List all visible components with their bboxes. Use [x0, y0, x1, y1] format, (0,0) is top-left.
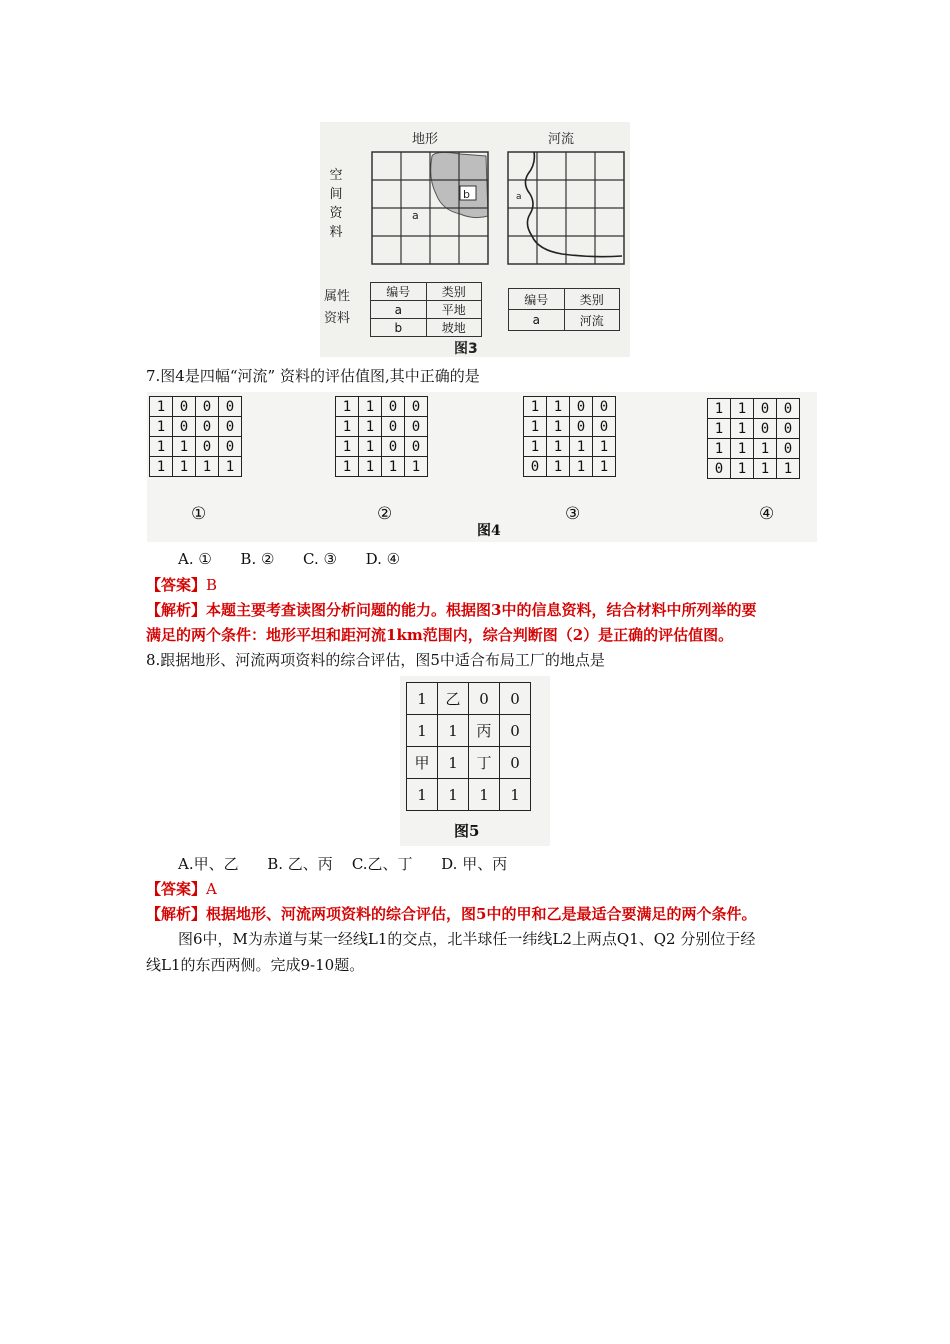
cell: 0	[708, 459, 731, 479]
cell: 0	[570, 397, 593, 417]
cell: 1	[150, 437, 173, 457]
analysis-text: 根据地形、河流两项资料的综合评估，图5中的甲和乙是最适合要满足的两个条件。	[206, 905, 757, 923]
answer-value: B	[206, 576, 218, 594]
matrix-2	[335, 396, 428, 477]
cell: b	[371, 319, 427, 337]
river-line	[525, 152, 622, 257]
river-a-label: a	[516, 192, 522, 202]
cell: 0	[382, 397, 405, 417]
cell: 1	[777, 459, 800, 479]
cell: 1	[593, 437, 616, 457]
cell: 坡地	[426, 319, 482, 337]
matrix-3-label: ③	[565, 504, 581, 524]
matrix-5	[406, 682, 531, 811]
cell: 1	[196, 457, 219, 477]
cell: 0	[524, 457, 547, 477]
cell: 0	[173, 397, 196, 417]
spatial-label-char: 资	[329, 206, 343, 221]
cell: 1	[407, 683, 438, 715]
cell: 1	[731, 439, 754, 459]
spatial-data-label	[328, 166, 344, 242]
cell: 0	[500, 747, 531, 779]
terrain-grid	[370, 150, 492, 268]
cell: 乙	[438, 683, 469, 715]
cell: 0	[469, 683, 500, 715]
cell: 0	[777, 439, 800, 459]
cell: 1	[469, 779, 500, 811]
cell: 1	[150, 417, 173, 437]
cell: 甲	[407, 747, 438, 779]
question-7-answer	[146, 574, 217, 596]
cell: 1	[524, 417, 547, 437]
cell: 1	[150, 457, 173, 477]
terrain-attr-table	[370, 282, 482, 337]
cell: 0	[777, 419, 800, 439]
cell: 1	[754, 439, 777, 459]
cell: 1	[438, 779, 469, 811]
cell: 1	[547, 417, 570, 437]
question-7-analysis	[146, 599, 756, 621]
analysis-tag: 【解析】	[146, 905, 207, 923]
spatial-label-char: 空	[329, 168, 343, 183]
cell: 平地	[426, 301, 482, 319]
cell: 0	[173, 417, 196, 437]
answer-tag: 【答案】	[146, 576, 207, 594]
region-b-label: b	[463, 188, 470, 201]
cell: 1	[173, 437, 196, 457]
question-8-answer	[146, 878, 217, 900]
header-cell: 类别	[564, 289, 620, 310]
figure-4	[147, 392, 817, 542]
figure-5-caption: 图5	[454, 822, 480, 840]
cell: 1	[708, 419, 731, 439]
cell: 1	[359, 457, 382, 477]
matrix-1-label: ①	[191, 504, 207, 524]
cell: 0	[382, 417, 405, 437]
question-7: 7.图4是四幅“河流” 资料的评估值图,其中正确的是	[146, 367, 480, 385]
cell: 1	[570, 457, 593, 477]
matrix-4	[707, 398, 800, 479]
cell: 河流	[564, 310, 620, 331]
figure-4-caption: 图4	[477, 523, 501, 539]
cell: 1	[150, 397, 173, 417]
figure-3	[320, 122, 630, 357]
answer-value: A	[206, 880, 217, 898]
cell: 1	[359, 397, 382, 417]
cell: 1	[407, 779, 438, 811]
cell: 1	[708, 399, 731, 419]
question-7-options: A. ① B. ② C. ③ D. ④	[178, 550, 401, 568]
cell: 1	[382, 457, 405, 477]
river-grid	[506, 150, 628, 268]
spatial-label-char: 间	[329, 187, 343, 202]
matrix-4-label: ④	[759, 504, 775, 524]
cell: 1	[336, 457, 359, 477]
cell: 1	[754, 459, 777, 479]
cell: 0	[196, 417, 219, 437]
cell: 1	[336, 397, 359, 417]
cell: 0	[219, 437, 242, 457]
attr-label-2: 资料	[324, 311, 351, 326]
cell: 0	[382, 437, 405, 457]
cell: 1	[570, 437, 593, 457]
analysis-tag: 【解析】	[146, 601, 207, 619]
figure-3-caption: 图3	[454, 341, 478, 357]
cell: a	[509, 310, 565, 331]
cell: 1	[407, 715, 438, 747]
river-attr-table	[508, 288, 620, 331]
cell: 0	[405, 417, 428, 437]
cell: 丙	[469, 715, 500, 747]
cell: 0	[196, 397, 219, 417]
cell: 1	[359, 417, 382, 437]
matrix-3	[523, 396, 616, 477]
cell: 1	[547, 457, 570, 477]
cell: 1	[731, 459, 754, 479]
cell: a	[371, 301, 427, 319]
intro-line-2: 线L1的东西两侧。完成9-10题。	[146, 956, 365, 974]
attribute-data-label	[324, 286, 350, 330]
cell: 0	[219, 417, 242, 437]
matrix-2-label: ②	[377, 504, 393, 524]
cell: 1	[438, 715, 469, 747]
header-cell: 类别	[426, 283, 482, 301]
cell: 1	[405, 457, 428, 477]
cell: 1	[336, 437, 359, 457]
cell: 0	[593, 417, 616, 437]
question-8: 8.跟据地形、河流两项资料的综合评估，图5中适合布局工厂的地点是	[146, 651, 605, 669]
cell: 1	[219, 457, 242, 477]
answer-tag: 【答案】	[146, 880, 207, 898]
terrain-title: 地形	[412, 132, 439, 147]
question-8-analysis	[146, 903, 756, 925]
figure-5	[400, 676, 550, 846]
cell: 1	[547, 437, 570, 457]
cell: 1	[524, 437, 547, 457]
cell: 0	[500, 683, 531, 715]
cell: 1	[708, 439, 731, 459]
cell: 1	[524, 397, 547, 417]
cell: 1	[547, 397, 570, 417]
cell: 0	[405, 397, 428, 417]
question-8-options: A.甲、乙 B. 乙、丙 C.乙、丁 D. 甲、丙	[178, 855, 508, 873]
header-cell: 编号	[509, 289, 565, 310]
cell: 0	[593, 397, 616, 417]
intro-line-1: 图6中，M为赤道与某一经线L1的交点，北半球任一纬线L2上两点Q1、Q2 分别位于经	[178, 930, 756, 948]
region-a-label: a	[412, 209, 419, 222]
cell: 1	[336, 417, 359, 437]
cell: 1	[173, 457, 196, 477]
analysis-text: 本题主要考查读图分析问题的能力。根据图3中的信息资料，结合材料中所列举的要	[206, 601, 757, 619]
cell: 0	[196, 437, 219, 457]
cell: 1	[593, 457, 616, 477]
spatial-label-char: 料	[329, 225, 343, 240]
river-title: 河流	[548, 132, 575, 147]
cell: 0	[219, 397, 242, 417]
cell: 0	[405, 437, 428, 457]
attr-label-1: 属性	[324, 289, 351, 304]
matrix-1	[149, 396, 242, 477]
cell: 1	[731, 419, 754, 439]
cell: 0	[754, 399, 777, 419]
cell: 丁	[469, 747, 500, 779]
cell: 1	[359, 437, 382, 457]
question-7-analysis-line2: 满足的两个条件：地形平坦和距河流1km范围内，综合判断图（2）是正确的评估值图。	[146, 626, 734, 644]
cell: 0	[777, 399, 800, 419]
cell: 0	[754, 419, 777, 439]
cell: 1	[731, 399, 754, 419]
cell: 0	[570, 417, 593, 437]
cell: 1	[438, 747, 469, 779]
cell: 1	[500, 779, 531, 811]
cell: 0	[500, 715, 531, 747]
header-cell: 编号	[371, 283, 427, 301]
